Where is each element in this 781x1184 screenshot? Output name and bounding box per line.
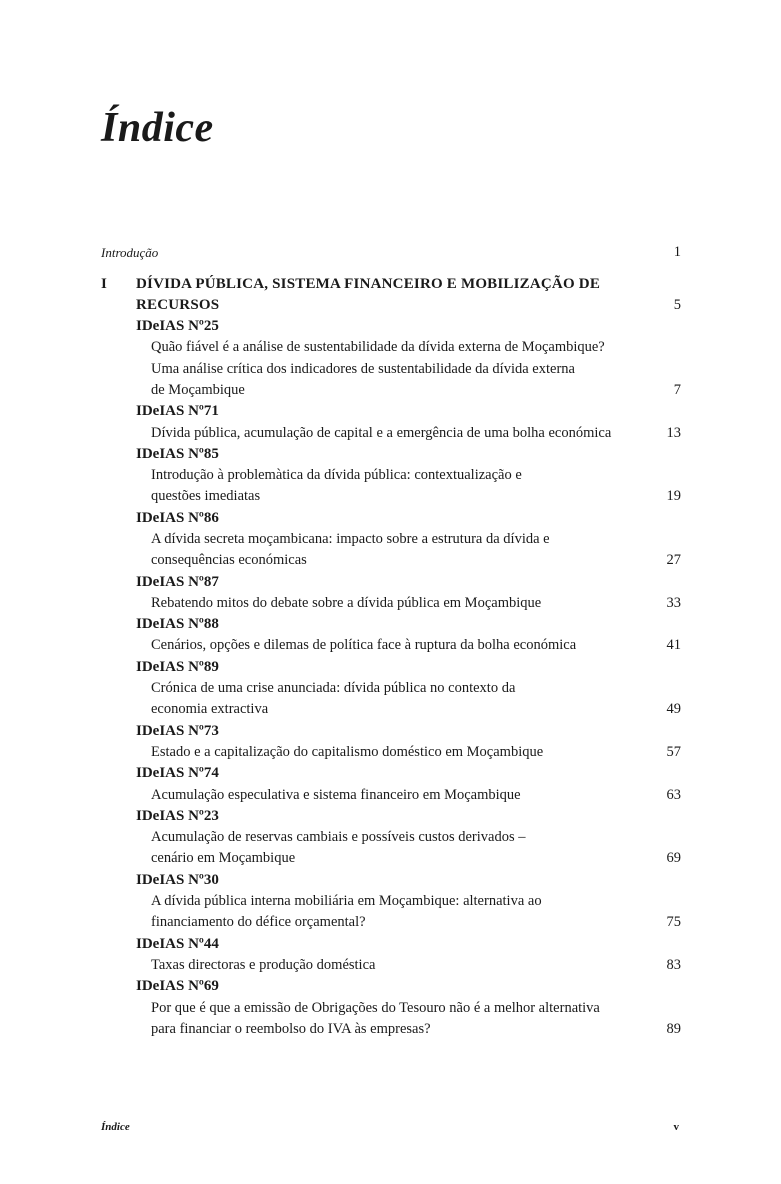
entry-title-line: Crónica de uma crise anunciada: dívida pública no contexto da [151, 680, 516, 696]
entry-ideias-label: IDeIAS Nº23 [136, 808, 219, 824]
entry-title-line: Uma análise crítica dos indicadores de sustentabilidade da dívida externa [151, 361, 575, 377]
entry-ideias-label: IDeIAS Nº86 [136, 510, 219, 526]
entry-ideias-label: IDeIAS Nº73 [136, 723, 219, 739]
entry-ideias-label: IDeIAS Nº30 [136, 872, 219, 888]
entry-page-number: 69 [666, 850, 681, 866]
entry-page-number: 19 [666, 488, 681, 504]
entry-page-number: 13 [666, 425, 681, 441]
entry-page-number: 7 [673, 382, 681, 398]
section-page: 5 [673, 297, 681, 313]
entry-ideias-label: IDeIAS Nº89 [136, 659, 219, 675]
entry-title-line: economia extractiva [151, 701, 269, 717]
intro-label: Introdução [101, 245, 159, 260]
entry-title-line: consequências económicas [151, 552, 307, 568]
footer-running-title: Índice [101, 1121, 130, 1133]
entry-page-number: 83 [666, 957, 681, 973]
entry-title-line: Cenários, opções e dilemas de política face à ruptura da bolha económica [151, 637, 577, 653]
section-number: I [101, 276, 107, 292]
entry-ideias-label: IDeIAS Nº71 [136, 403, 219, 419]
entry-page-number: 63 [666, 787, 681, 803]
entry-title-line: de Moçambique [151, 382, 245, 398]
entry-title-line: A dívida pública interna mobiliária em Moçambique: alternativa ao [151, 893, 542, 909]
entry-title-line: questões imediatas [151, 488, 261, 504]
entry-page-number: 49 [666, 701, 681, 717]
section-title-line-1: DÍVIDA PÚBLICA, SISTEMA FINANCEIRO E MOBILIZAÇÃO DE [136, 276, 601, 292]
section-title-line-2: RECURSOS [136, 297, 220, 313]
entry-title-line: A dívida secreta moçambicana: impacto sobre a estrutura da dívida e [151, 531, 550, 547]
entry-title-line: Quão fiável é a análise de sustentabilidade da dívida externa de Moçambique? [151, 339, 605, 355]
entry-title-line: Estado e a capitalização do capitalismo doméstico em Moçambique [151, 744, 544, 760]
entry-title-line: Dívida pública, acumulação de capital e a emergência de uma bolha económica [151, 425, 612, 441]
entry-ideias-label: IDeIAS Nº44 [136, 936, 219, 952]
intro-page: 1 [673, 244, 681, 260]
entry-page-number: 89 [666, 1021, 681, 1037]
entry-title-line: cenário em Moçambique [151, 850, 296, 866]
entry-title-line: Introdução à problemàtica da dívida pública: contextualização e [151, 467, 522, 483]
entry-title-line: Acumulação de reservas cambiais e possíveis custos derivados – [151, 829, 526, 845]
entry-title-line: para financiar o reembolso do IVA às empresas? [151, 1021, 431, 1037]
entry-ideias-label: IDeIAS Nº88 [136, 616, 219, 632]
entry-ideias-label: IDeIAS Nº87 [136, 574, 219, 590]
entry-title-line: Por que é que a emissão de Obrigações do Tesouro não é a melhor alternativa [151, 1000, 600, 1016]
entry-title-line: Taxas directoras e produção doméstica [151, 957, 376, 973]
entry-title-line: financiamento do défice orçamental? [151, 914, 366, 930]
footer-page-number: v [673, 1121, 679, 1133]
entry-page-number: 41 [666, 637, 681, 653]
entry-page-number: 57 [666, 744, 681, 760]
entry-page-number: 75 [666, 914, 681, 930]
entry-ideias-label: IDeIAS Nº25 [136, 318, 219, 334]
entry-ideias-label: IDeIAS Nº74 [136, 765, 219, 781]
page-title: Índice [101, 105, 214, 151]
entry-title-line: Rebatendo mitos do debate sobre a dívida pública em Moçambique [151, 595, 542, 611]
entry-page-number: 27 [666, 552, 681, 568]
entry-ideias-label: IDeIAS Nº69 [136, 978, 219, 994]
entry-page-number: 33 [666, 595, 681, 611]
entry-title-line: Acumulação especulativa e sistema financeiro em Moçambique [151, 787, 521, 803]
entry-ideias-label: IDeIAS Nº85 [136, 446, 219, 462]
